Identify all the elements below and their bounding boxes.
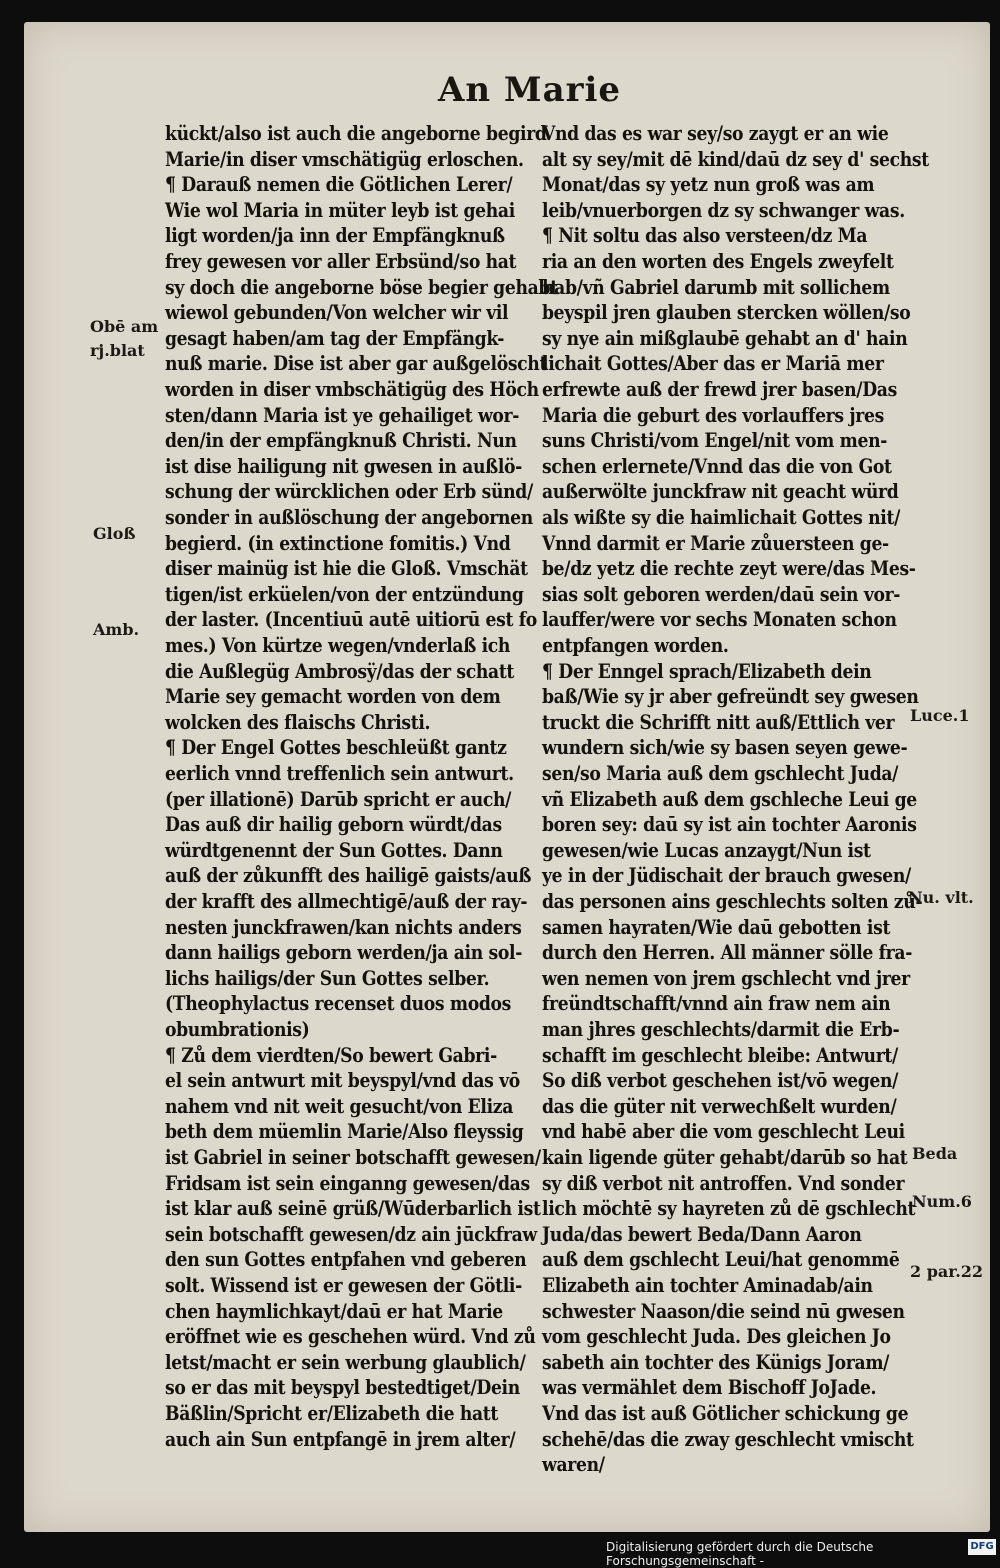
text-line: vñ Elizabeth auß dem gschleche Leui ge [542,786,917,811]
text-line: Vnd das ist auß Götlicher schickung ge [542,1401,909,1425]
margin-note-luce: Luce.1 [910,706,970,725]
text-line: sy nye ain mißglaubē gehabt an d' hain [542,325,908,350]
text-line: gesagt haben/am tag der Empfängk- [165,325,505,350]
margin-note-num: Num.6 [912,1192,972,1211]
text-line: freündtschafft/vnnd ain fraw nem ain [542,991,891,1016]
text-line: nuß marie. Dise ist aber gar außgelöscht [165,351,548,376]
text-line: schehē/das die zway geschlecht vmischt [542,1426,914,1451]
text-line: würdtgenennt der Sun Gottes. Dann [165,837,503,862]
text-line: das die güter nit verwechßelt wurden/ [542,1093,897,1118]
text-line: Bäßlin/Spricht er/Elizabeth die hatt [165,1401,498,1425]
text-line: den/in der empfängknuß Christi. Nun [165,428,517,453]
margin-note-amb: Amb. [93,620,140,639]
text-line: schafft im geschlecht bleibe: Antwurt/ [542,1042,898,1067]
text-line: was vermählet dem Bischoff JoJade. [542,1375,877,1400]
text-line: die Außlegüg Ambrosÿ/das der schatt [165,658,515,683]
text-line: Monat/das sy yetz nun groß was am [542,172,875,197]
text-line: eröffnet wie es geschehen würd. Vnd zů [165,1324,536,1349]
text-line: alt sy sey/mit dē kind/daū dz sey d' sechst [542,146,929,171]
text-line: sabeth ain tochter des Künigs Joram/ [542,1349,890,1374]
text-line: vnd habē aber die vom geschlecht Leui [542,1119,905,1144]
text-line: erfrewte auß der frewd jrer basen/Das [542,377,897,401]
text-line: ligt worden/ja inn der Empfängknuß [165,223,505,248]
text-line: wiewol gebunden/Von welcher wir vil [165,300,509,325]
text-line: ye in der Jüdischait der brauch gwesen/ [542,863,911,888]
text-line: auß dem gschlecht Leui/hat genommē [542,1247,900,1272]
text-line: so er das mit beyspyl bestedtiget/Dein [165,1375,520,1400]
text-line: nesten junckfrawen/kan nichts anders [165,914,522,939]
text-line: schung der würcklichen oder Erb sünd/ [165,479,533,504]
text-line: ¶ Nit soltu das also versteen/dz Ma [542,223,868,248]
text-line: kückt/also ist auch die angeborne begird [165,121,547,145]
text-line: Vnnd darmit er Marie zůuersteen ge- [542,530,889,555]
text-line: Juda/das bewert Beda/Dann Aaron [542,1221,862,1246]
text-line: chen haymlichkayt/daū er hat Marie [165,1298,503,1323]
text-line: wundern sich/wie sy basen seyen gewe- [542,735,908,760]
text-line: lichs hailigs/der Sun Gottes selber. [165,965,490,990]
text-line: sias solt geboren werden/daū sein vor- [542,581,901,606]
text-line: ist klar auß seinē grüß/Wūderbarlich ist [165,1196,541,1221]
text-line: durch den Herren. All männer sölle fra- [542,940,913,965]
text-line: (Theophylactus recenset duos modos [165,991,511,1016]
text-line: lauffer/were vor sechs Monaten schon [542,607,897,632]
text-line: der laster. (Incentiuū autē uitiorū est fo [165,607,537,632]
text-line: lichait Gottes/Aber das er Mariā mer [542,351,884,376]
text-line: So diß verbot geschehen ist/vō wegen/ [542,1068,899,1093]
text-line: begierd. (in extinctione fomitis.) Vnd [165,530,511,555]
text-line: solt. Wissend ist er gewesen der Götli- [165,1273,522,1297]
margin-note-nu-vlt: Nu. vlt. [908,888,974,907]
text-line: sonder in außlöschung der angebornen [165,505,533,529]
margin-note-obe-am: Obē am [90,317,159,336]
text-line: sen/so Maria auß dem gschlecht Juda/ [542,761,899,785]
text-line: frey gewesen vor aller Erbsünd/so hat [165,249,517,273]
text-line: be/dz yetz die rechte zeyt were/das Mes- [542,556,916,581]
text-line: Das auß dir hailig geborn würdt/das [165,812,502,837]
text-line: man jhres geschlechts/darmit die Erb- [542,1017,900,1041]
margin-note-par: 2 par.22 [910,1262,984,1281]
text-line: ist dise hailigung nit gwesen in außlö- [165,453,522,478]
text-line: Marie/in diser vmschätigüg erloschen. [165,146,524,171]
text-line: auß der zůkunfft des hailigē gaists/auß [165,863,532,888]
text-line: das personen ains geschlechts solten zů- [542,889,923,913]
text-line: dann hailigs geborn werden/ja ain sol- [165,940,523,965]
page-header: An Marie [438,70,622,110]
text-line: (per illationē) Darūb spricht er auch/ [165,786,512,811]
text-line: Elizabeth ain tochter Aminadab/ain [542,1273,873,1297]
text-line: sein botschafft gewesen/dz ain jūckfraw [165,1221,537,1246]
text-line: der krafft des allmechtigē/auß der ray- [165,889,528,913]
text-line: gewesen/wie Lucas anzaygt/Nun ist [542,837,871,862]
text-line: worden in diser vmbschätigüg des Höch [165,377,539,401]
text-line: schwester Naason/die seind nū gwesen [542,1298,905,1323]
margin-note-gloss: Gloß [93,524,136,543]
text-line: ria an den worten des Engels zweyfelt [542,249,894,273]
text-line: letst/macht er sein werbung glaublich/ [165,1349,526,1374]
text-line: kain ligende güter gehabt/darūb so hat [542,1145,908,1169]
text-line: Fridsam ist sein einganng gewesen/das [165,1170,530,1195]
text-line: Wie wol Maria in müter leyb ist gehai [165,197,515,222]
text-line: Vnd das es war sey/so zaygt er an wie [542,121,889,145]
text-line: auch ain Sun entpfangē in jrem alter/ [165,1426,516,1451]
text-line: wen nemen von jrem gschlecht vnd jrer [542,965,910,990]
text-line: suns Christi/vom Engel/nit vom men- [542,428,888,453]
text-line: sy doch die angeborne böse begier gehabt [165,274,558,299]
text-line: eerlich vnnd treffenlich sein antwurt. [165,761,514,785]
text-line: schen erlernete/Vnnd das die von Got [542,453,892,478]
text-line: außerwölte junckfraw nit geacht würd [542,479,899,504]
text-line: waren/ [542,1452,605,1477]
text-line: ist Gabriel in seiner botschafft gewesen/ [165,1145,541,1169]
text-line: entpfangen worden. [542,633,729,657]
text-line: beth dem müemlin Marie/Also fleyssig [165,1119,524,1144]
text-line: baß/Wie sy jr aber gefreündt sey gwesen [542,684,919,709]
text-line: obumbrationis) [165,1017,310,1041]
text-line: als wißte sy die haimlichait Gottes nit/ [542,505,901,529]
text-line: wolcken des flaischs Christi. [165,709,431,734]
text-line: truckt die Schrifft nitt auß/Ettlich ver [542,709,895,734]
digitization-footer: Digitalisierung gefördert durch die Deutsche Forschungsgemeinschaft - [606,1540,874,1568]
margin-note-beda: Beda [912,1144,958,1163]
text-line: boren sey: daū sy ist ain tochter Aaronis [542,812,917,837]
text-line: tigen/ist erküelen/von der entzündung [165,581,524,606]
text-line: lich möchtē sy hayreten zů dē gschlecht [542,1196,916,1221]
text-line: diser mainüg ist hie die Gloß. Vmschät [165,556,528,581]
text-line: beyspil jren glauben stercken wöllen/so [542,300,911,325]
text-line: samen hayraten/Wie daū gebotten ist [542,914,891,939]
text-line: ¶ Der Engel Gottes beschleüßt gantz [165,735,507,760]
text-line: ¶ Zů dem vierdten/So bewert Gabri- [165,1042,497,1067]
text-line: sy diß verbot nit antroffen. Vnd sonder [542,1170,905,1195]
text-line: ¶ Der Enngel sprach/Elizabeth dein [542,658,872,683]
text-line: ¶ Darauß nemen die Götlichen Lerer/ [165,172,513,197]
text-line: nahem vnd nit weit gesucht/von Eliza [165,1093,514,1118]
text-line: den sun Gottes entpfahen vnd geberen [165,1247,527,1272]
text-line: vom geschlecht Juda. Des gleichen Jo [542,1324,891,1349]
dfg-logo: DFG [968,1539,996,1555]
text-line: leib/vnuerborgen dz sy schwanger was. [542,197,905,222]
text-line: hab/vñ Gabriel darumb mit sollichem [542,274,890,299]
margin-note-xj-blat: rj.blat [90,341,145,360]
text-line: sten/dann Maria ist ye gehailiget wor- [165,402,520,427]
text-line: Marie sey gemacht worden von dem [165,684,501,709]
text-line: el sein antwurt mit beyspyl/vnd das vō [165,1068,520,1093]
text-line: mes.) Von kürtze wegen/vnderlaß ich [165,633,511,657]
text-line: Maria die geburt des vorlauffers jres [542,402,884,427]
